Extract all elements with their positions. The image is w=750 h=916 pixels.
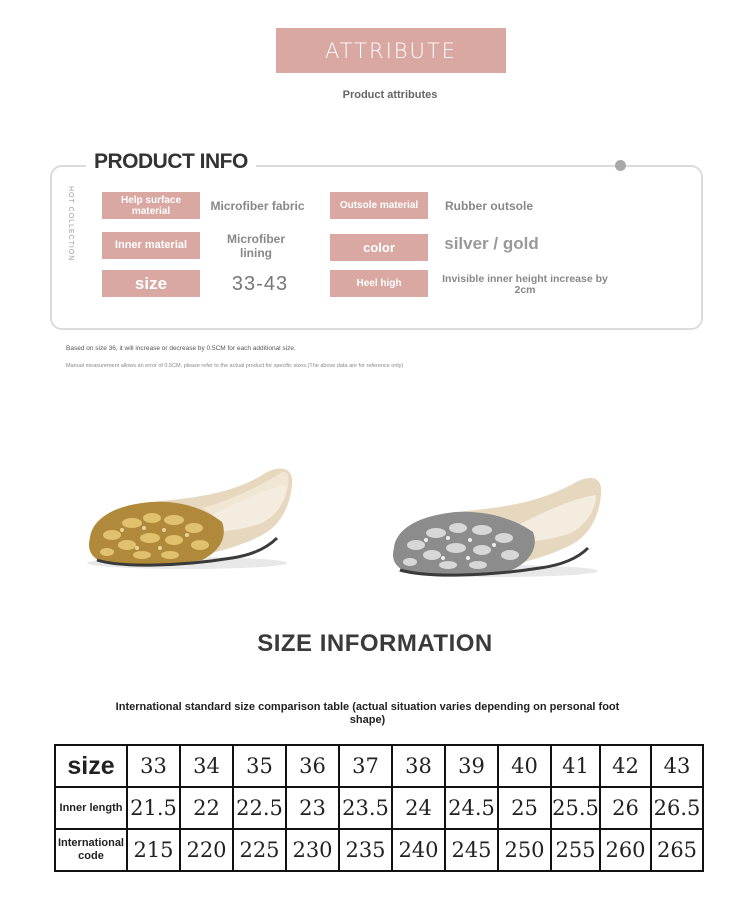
table-cell: 220 — [180, 829, 233, 871]
table-cell: 26 — [600, 787, 651, 829]
size-table-caption: International standard size comparison table (actual situation varies depending on personal foot shape) — [115, 701, 620, 726]
table-cell: 26.5 — [651, 787, 703, 829]
table-cell: 215 — [127, 829, 180, 871]
table-cell: 21.5 — [127, 787, 180, 829]
table-cell: 39 — [445, 745, 498, 787]
value-color: silver / gold — [444, 233, 539, 253]
table-cell: 42 — [600, 745, 651, 787]
table-cell: 240 — [392, 829, 445, 871]
attribute-banner: ATTRIBUTE — [276, 28, 506, 73]
value-inner-material: Microfiber lining — [226, 231, 285, 260]
measurement-note: Manual measurement allows an error of 0.5CM, please refer to the actual product for specific sizes.(The above data are for reference only) — [66, 363, 404, 369]
table-cell: 25 — [498, 787, 551, 829]
gold-flat-shoe — [82, 460, 297, 575]
table-cell: 23 — [286, 787, 339, 829]
table-cell: 33 — [127, 745, 180, 787]
table-cell: 245 — [445, 829, 498, 871]
table-cell: 41 — [551, 745, 600, 787]
table-cell: 22.5 — [233, 787, 286, 829]
table-row — [55, 787, 703, 829]
table-cell: 250 — [498, 829, 551, 871]
row-header-international-code: International code — [55, 829, 127, 871]
table-cell: 24.5 — [445, 787, 498, 829]
table-row — [55, 829, 703, 871]
table-cell: 225 — [233, 829, 286, 871]
value-outsole-material: Rubber outsole — [444, 198, 533, 213]
value-size-range: 33-43 — [231, 272, 289, 295]
table-cell: 25.5 — [551, 787, 600, 829]
product-info-title: PRODUCT INFO — [86, 150, 256, 174]
size-information-title: SIZE INFORMATION — [257, 630, 493, 657]
label-inner-material: Inner material — [102, 232, 200, 259]
label-size: size — [102, 270, 200, 297]
table-cell: 22 — [180, 787, 233, 829]
table-cell: 40 — [498, 745, 551, 787]
table-cell: 38 — [392, 745, 445, 787]
table-cell: 37 — [339, 745, 392, 787]
silver-flat-shoe — [388, 468, 608, 583]
table-cell: 34 — [180, 745, 233, 787]
table-cell: 235 — [339, 829, 392, 871]
table-cell: 260 — [600, 829, 651, 871]
label-color: color — [330, 234, 428, 261]
table-cell: 24 — [392, 787, 445, 829]
table-cell: 43 — [651, 745, 703, 787]
table-row — [55, 745, 703, 787]
divider-dot — [615, 160, 626, 171]
label-upper-material: Help surface material — [102, 192, 200, 219]
table-cell: 230 — [286, 829, 339, 871]
table-cell: 265 — [651, 829, 703, 871]
value-upper-material: Microfiber fabric — [210, 198, 305, 213]
table-cell: 23.5 — [339, 787, 392, 829]
table-cell: 36 — [286, 745, 339, 787]
value-heel-height: Invisible inner height increase by 2cm — [442, 273, 608, 296]
size-note: Based on size 36, it will increase or decrease by 0.5CM for each additional size. — [66, 345, 296, 352]
label-outsole-material: Outsole material — [330, 192, 428, 219]
row-header-inner-length: Inner length — [55, 787, 127, 829]
label-heel-height: Heel high — [330, 270, 428, 297]
row-header-size: size — [55, 745, 127, 787]
table-cell: 255 — [551, 829, 600, 871]
title-divider-line — [282, 165, 622, 167]
hot-collection-label: HOT COLLECTION — [67, 186, 74, 262]
size-comparison-table — [54, 744, 704, 872]
table-cell: 35 — [233, 745, 286, 787]
attribute-subtitle: Product attributes — [342, 89, 438, 101]
